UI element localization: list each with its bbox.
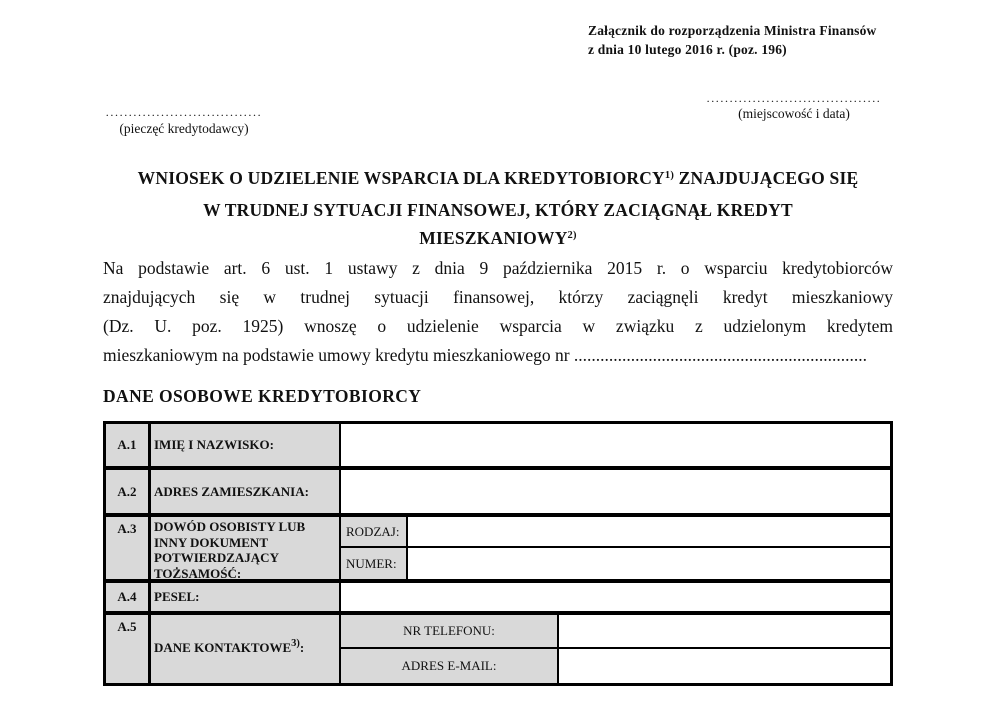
row-number: A.3 bbox=[106, 517, 151, 579]
title-line3: MIESZKANIOWY bbox=[419, 228, 568, 248]
email-subrow bbox=[341, 649, 890, 683]
document-sub-table bbox=[341, 517, 890, 579]
sub-label: RODZAJ: bbox=[341, 517, 408, 546]
place-date-fill-line[interactable]: ...................................... bbox=[706, 92, 882, 104]
document-type-subrow bbox=[341, 517, 890, 548]
sub-label: ADRES E-MAIL: bbox=[341, 649, 559, 683]
pesel-input-cell[interactable] bbox=[341, 583, 890, 611]
document-number-input-cell[interactable] bbox=[408, 548, 890, 579]
contact-label-text: DANE KONTAKTOWE bbox=[154, 640, 292, 656]
row-number: A.1 bbox=[106, 424, 151, 466]
row-label: DOWÓD OSOBISTY LUB INNY DOKUMENT POTWIERDZAJĄCY TOŻSAMOŚĆ: bbox=[151, 517, 341, 579]
sub-label: NUMER: bbox=[341, 548, 408, 579]
table-row-a4 bbox=[106, 583, 890, 615]
document-number-subrow bbox=[341, 548, 890, 579]
contact-label-colon: : bbox=[299, 640, 305, 656]
attachment-note bbox=[588, 21, 877, 59]
row-label: ADRES ZAMIESZKANIA: bbox=[151, 470, 341, 513]
email-input-cell[interactable] bbox=[559, 649, 890, 683]
table-row-a5 bbox=[106, 615, 890, 683]
intro-line: znajdujących się w trudnej sytuacji finansowej, którzy zaciągnęli kredyt mieszkaniowy bbox=[103, 287, 893, 307]
footnote-marker-2: 2) bbox=[567, 230, 577, 241]
intro-line-contract-number: mieszkaniowym na podstawie umowy kredytu mieszkaniowego nr ................................................................... bbox=[103, 345, 868, 365]
row-label: PESEL: bbox=[151, 583, 341, 611]
stamp-fill-line[interactable]: .................................. bbox=[105, 106, 263, 118]
section-heading: DANE OSOBOWE KREDYTOBIORCY bbox=[103, 386, 422, 406]
phone-input-cell[interactable] bbox=[559, 615, 890, 647]
footnote-marker-3: 3) bbox=[291, 638, 300, 650]
sub-label: NR TELEFONU: bbox=[341, 615, 559, 647]
intro-line: (Dz. U. poz. 1925) wnoszę o udzielenie wsparcia w związku z udzielonym kredytem bbox=[103, 316, 893, 336]
attachment-note-line2: z dnia 10 lutego 2016 r. (poz. 196) bbox=[588, 42, 787, 57]
phone-subrow bbox=[341, 615, 890, 649]
attachment-note-line1: Załącznik do rozporządzenia Ministra Finansów bbox=[588, 23, 877, 38]
place-date-caption: (miejscowość i data) bbox=[738, 106, 850, 121]
title-line1-tail: ZNAJDUJĄCEGO SIĘ bbox=[674, 168, 859, 188]
name-input-cell[interactable] bbox=[341, 424, 890, 466]
intro-paragraph bbox=[103, 254, 893, 370]
document-type-input-cell[interactable] bbox=[408, 517, 890, 546]
row-number: A.5 bbox=[106, 615, 151, 683]
title-line2: W TRUDNEJ SYTUACJI FINANSOWEJ, KTÓRY ZACIĄGNĄŁ KREDYT bbox=[203, 200, 793, 220]
row-number: A.2 bbox=[106, 470, 151, 513]
table-row-a3 bbox=[106, 517, 890, 583]
form-title bbox=[103, 164, 893, 256]
row-label bbox=[151, 615, 341, 683]
intro-line: Na podstawie art. 6 ust. 1 ustawy z dnia 9 października 2015 r. o wsparciu kredytobiorców bbox=[103, 258, 893, 278]
address-input-cell[interactable] bbox=[341, 470, 890, 513]
place-date-block bbox=[698, 92, 890, 122]
row-number: A.4 bbox=[106, 583, 151, 611]
contact-sub-table bbox=[341, 615, 890, 683]
row-label: IMIĘ I NAZWISKO: bbox=[151, 424, 341, 466]
table-row-a1 bbox=[106, 424, 890, 470]
footnote-marker-1: 1) bbox=[664, 170, 675, 181]
personal-data-table bbox=[103, 421, 893, 686]
creditor-stamp-block bbox=[100, 106, 268, 137]
table-row-a2 bbox=[106, 470, 890, 517]
stamp-caption: (pieczęć kredytodawcy) bbox=[119, 121, 249, 136]
title-line1: WNIOSEK O UDZIELENIE WSPARCIA DLA KREDYTOBIORCY bbox=[137, 168, 665, 188]
